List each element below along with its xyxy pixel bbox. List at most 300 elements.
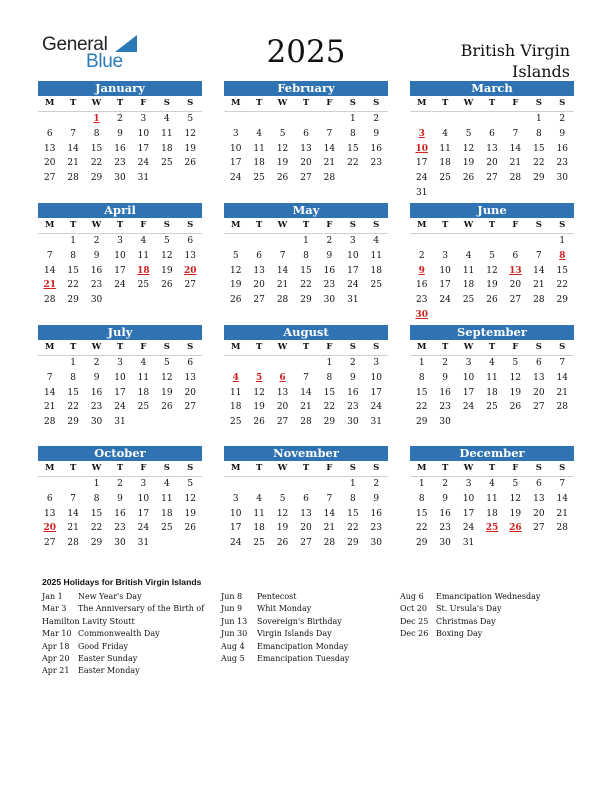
holiday-day-cell: 4 [232, 372, 239, 383]
day-cell: 13 [533, 493, 545, 504]
day-cell: 24 [415, 173, 428, 184]
day-cell: 23 [556, 158, 568, 169]
weekday-divider [224, 233, 388, 234]
weekday-label: F [140, 342, 147, 352]
day-cell: 11 [486, 372, 498, 383]
day-cell: 3 [140, 479, 147, 489]
day-cell: 23 [347, 402, 359, 413]
weekday-label: F [512, 463, 519, 473]
day-cell: 2 [93, 358, 100, 368]
day-cell: 22 [300, 280, 312, 291]
day-cell: 27 [300, 538, 312, 549]
day-cell: 21 [509, 158, 522, 169]
day-cell: 19 [184, 508, 196, 519]
weekday-label: F [140, 220, 147, 230]
day-cell: 14 [276, 265, 289, 276]
day-cell: 18 [161, 143, 173, 154]
day-cell: 28 [323, 173, 336, 184]
empty-day-cell [224, 112, 247, 127]
weekday-label: F [512, 342, 519, 352]
day-cell: 14 [323, 143, 336, 154]
day-cell: 5 [279, 493, 286, 504]
day-cell: 6 [303, 128, 309, 139]
holiday-item [221, 641, 349, 653]
weekday-label: S [187, 220, 194, 230]
day-cell: 3 [117, 358, 123, 368]
holiday-day-cell: 5 [256, 372, 263, 383]
holiday-name: Sovereign's Birthday [257, 616, 342, 626]
weekday-divider [224, 111, 388, 112]
day-cell: 30 [347, 417, 359, 428]
day-cell: 2 [117, 479, 123, 489]
day-cell: 17 [370, 387, 382, 398]
weekday-row [38, 340, 202, 355]
day-cell: 22 [556, 280, 568, 291]
day-cell: 22 [415, 523, 428, 534]
weekday-row [410, 218, 574, 233]
weekday-row [224, 96, 388, 111]
day-cell: 12 [184, 493, 196, 504]
month-header: March [410, 81, 574, 96]
weekday-row [410, 96, 574, 111]
empty-day-cell [318, 477, 341, 492]
day-cell: 19 [509, 387, 522, 398]
holiday-item [221, 653, 349, 665]
day-cell: 16 [347, 387, 359, 398]
holiday-date: Jan 1 [42, 592, 63, 601]
day-cell: 11 [161, 493, 173, 504]
weekday-label: M [417, 342, 427, 352]
day-cell: 23 [114, 158, 126, 169]
day-cell: 22 [67, 402, 79, 413]
holiday-date: Dec 26 [400, 629, 429, 639]
day-cell: 8 [303, 250, 309, 261]
day-cell: 1 [70, 358, 76, 368]
holiday-item [400, 616, 540, 628]
day-cell: 3 [349, 236, 356, 246]
day-cell: 13 [276, 387, 289, 398]
weekday-row [410, 340, 574, 355]
day-cell: 7 [279, 250, 286, 261]
month-header: February [224, 81, 388, 96]
day-cell: 11 [253, 508, 265, 519]
day-grid [224, 477, 388, 551]
day-cell: 5 [187, 114, 194, 124]
day-cell: 16 [415, 280, 428, 291]
day-cell: 22 [347, 523, 359, 534]
weekday-label: M [417, 220, 427, 230]
empty-day-cell [61, 112, 84, 127]
day-cell: 23 [415, 295, 428, 306]
day-cell: 28 [300, 417, 312, 428]
day-cell: 8 [70, 250, 76, 261]
empty-day-cell [247, 234, 270, 249]
day-cell: 9 [373, 128, 380, 139]
day-cell: 19 [253, 402, 265, 413]
holiday-day-cell: 8 [559, 250, 566, 261]
holiday-column [42, 591, 204, 678]
day-cell: 2 [117, 114, 123, 124]
day-grid [224, 234, 388, 308]
weekday-label: F [512, 220, 519, 230]
weekday-divider [38, 233, 202, 234]
calendar-year: 2025 [266, 34, 346, 70]
weekday-label: T [488, 342, 496, 352]
day-cell: 25 [462, 295, 475, 306]
day-cell: 23 [323, 280, 336, 291]
holiday-item [42, 653, 204, 665]
day-cell: 14 [533, 265, 545, 276]
month-header: July [38, 325, 202, 340]
holiday-item [42, 665, 204, 677]
month-july [38, 325, 202, 440]
weekday-label: F [512, 98, 519, 108]
day-cell: 26 [161, 402, 173, 413]
holiday-day-cell: 6 [279, 372, 286, 383]
empty-day-cell [271, 477, 294, 492]
day-cell: 28 [43, 295, 56, 306]
day-cell: 20 [43, 158, 56, 169]
empty-day-cell [224, 234, 247, 249]
holiday-name: Pentecost [257, 592, 297, 601]
day-cell: 11 [137, 250, 150, 261]
day-cell: 16 [370, 143, 382, 154]
weekday-label: W [91, 220, 102, 230]
day-cell: 29 [415, 417, 428, 428]
day-cell: 19 [161, 387, 173, 398]
empty-day-cell [38, 356, 61, 371]
day-cell: 6 [46, 493, 53, 504]
day-cell: 18 [161, 508, 173, 519]
day-cell: 17 [462, 508, 475, 519]
day-cell: 14 [67, 508, 79, 519]
holiday-day-cell: 13 [509, 265, 522, 276]
day-cell: 16 [439, 387, 451, 398]
weekday-row [224, 461, 388, 476]
day-cell: 13 [184, 250, 196, 261]
day-cell: 29 [67, 295, 79, 306]
day-cell: 2 [349, 358, 356, 368]
day-cell: 26 [184, 158, 196, 169]
day-cell: 15 [533, 143, 545, 154]
weekday-label: S [535, 342, 542, 352]
holiday-item [221, 628, 349, 640]
weekday-label: S [373, 342, 380, 352]
month-october [38, 446, 202, 561]
day-cell: 5 [512, 358, 519, 368]
day-cell: 25 [229, 417, 242, 428]
day-cell: 5 [512, 479, 519, 489]
day-cell: 3 [442, 250, 448, 261]
day-grid [38, 234, 202, 308]
day-cell: 4 [140, 358, 147, 368]
day-cell: 17 [462, 387, 475, 398]
day-cell: 8 [70, 372, 76, 383]
empty-day-cell [38, 477, 61, 492]
day-cell: 10 [347, 250, 359, 261]
day-cell: 11 [137, 372, 150, 383]
empty-day-cell [457, 234, 480, 249]
day-cell: 18 [486, 508, 498, 519]
month-header: August [224, 325, 388, 340]
day-cell: 20 [276, 402, 289, 413]
day-cell: 4 [442, 128, 448, 139]
holiday-name: St. Ursula's Day [436, 604, 502, 614]
day-cell: 8 [535, 128, 542, 139]
empty-day-cell [457, 112, 480, 127]
day-cell: 27 [276, 417, 289, 428]
day-cell: 25 [161, 158, 173, 169]
weekday-row [38, 461, 202, 476]
day-cell: 22 [90, 158, 103, 169]
holiday-date: Oct 20 [400, 604, 427, 614]
day-cell: 15 [67, 387, 79, 398]
day-cell: 26 [276, 173, 289, 184]
weekday-label: T [302, 342, 310, 352]
weekday-divider [410, 476, 574, 477]
day-cell: 9 [349, 372, 356, 383]
day-cell: 23 [370, 158, 382, 169]
day-grid [224, 356, 388, 430]
day-cell: 26 [486, 295, 498, 306]
holiday-item [221, 616, 349, 628]
holiday-name: New Year's Day [78, 592, 142, 601]
day-cell: 2 [326, 236, 333, 246]
day-cell: 22 [533, 158, 545, 169]
day-cell: 10 [137, 128, 150, 139]
holiday-day-cell: 30 [415, 309, 428, 320]
day-cell: 21 [67, 158, 79, 169]
day-cell: 11 [161, 128, 173, 139]
day-cell: 24 [370, 402, 382, 413]
weekday-label: T [116, 463, 124, 473]
day-cell: 15 [347, 143, 359, 154]
holiday-item [42, 591, 204, 603]
logo-text-general: General [42, 34, 108, 55]
day-cell: 13 [300, 508, 312, 519]
holiday-day-cell: 3 [418, 128, 425, 139]
holiday-column [221, 591, 349, 665]
weekday-label: T [302, 463, 310, 473]
day-cell: 5 [489, 250, 495, 261]
holiday-name: Good Friday [78, 641, 129, 651]
day-cell: 31 [114, 417, 126, 428]
weekday-label: S [349, 463, 356, 473]
day-cell: 17 [347, 265, 359, 276]
day-cell: 27 [43, 173, 56, 184]
day-cell: 31 [347, 295, 359, 306]
day-cell: 21 [556, 508, 568, 519]
weekday-label: W [463, 220, 474, 230]
day-cell: 4 [256, 493, 262, 504]
day-cell: 19 [161, 265, 173, 276]
day-cell: 25 [370, 280, 382, 291]
day-cell: 3 [373, 358, 380, 368]
day-cell: 7 [326, 128, 333, 139]
day-cell: 17 [229, 523, 242, 534]
weekday-label: T [116, 342, 124, 352]
weekday-label: S [349, 342, 356, 352]
day-cell: 13 [184, 372, 196, 383]
day-cell: 15 [415, 508, 428, 519]
day-cell: 20 [509, 280, 522, 291]
weekday-label: M [45, 463, 55, 473]
day-cell: 2 [93, 236, 100, 246]
weekday-label: T [441, 220, 449, 230]
weekday-label: T [488, 463, 496, 473]
day-cell: 19 [229, 280, 242, 291]
day-cell: 26 [462, 173, 475, 184]
day-cell: 15 [90, 508, 103, 519]
day-cell: 18 [137, 387, 150, 398]
day-cell: 8 [93, 493, 100, 504]
day-cell: 9 [559, 128, 566, 139]
day-cell: 21 [323, 523, 336, 534]
day-cell: 21 [276, 280, 289, 291]
day-cell: 30 [370, 538, 382, 549]
holiday-date: Apr 21 [42, 666, 70, 676]
country-name-line1: British Virgin [460, 41, 570, 60]
day-cell: 29 [323, 417, 336, 428]
empty-day-cell [480, 234, 503, 249]
weekday-label: S [163, 98, 170, 108]
day-cell: 11 [229, 387, 242, 398]
day-cell: 27 [184, 402, 196, 413]
day-cell: 30 [556, 173, 568, 184]
weekday-label: M [231, 98, 241, 108]
day-cell: 12 [486, 265, 498, 276]
weekday-label: T [69, 342, 77, 352]
weekday-label: F [326, 220, 333, 230]
day-cell: 18 [370, 265, 382, 276]
holiday-item [221, 591, 349, 603]
holiday-date: Jun 9 [221, 604, 243, 614]
holiday-name: Boxing Day [436, 629, 483, 639]
weekday-divider [38, 111, 202, 112]
day-cell: 10 [137, 493, 150, 504]
weekday-label: W [277, 342, 288, 352]
day-cell: 19 [462, 158, 475, 169]
day-cell: 16 [439, 508, 451, 519]
holiday-date: Jun 8 [221, 592, 243, 601]
day-cell: 30 [439, 417, 451, 428]
day-cell: 5 [163, 236, 170, 246]
empty-day-cell [247, 477, 270, 492]
weekday-label: T [255, 342, 263, 352]
day-cell: 30 [323, 295, 336, 306]
weekday-row [410, 461, 574, 476]
weekday-label: W [277, 98, 288, 108]
weekday-divider [38, 476, 202, 477]
day-cell: 1 [303, 236, 309, 246]
day-cell: 23 [439, 523, 451, 534]
holiday-item [400, 591, 540, 603]
day-cell: 10 [439, 265, 451, 276]
day-cell: 14 [323, 508, 336, 519]
day-cell: 4 [465, 250, 472, 261]
weekday-label: T [488, 98, 496, 108]
day-cell: 16 [90, 387, 103, 398]
day-cell: 4 [256, 128, 262, 139]
day-cell: 25 [439, 173, 451, 184]
holiday-item [42, 641, 204, 653]
weekday-label: W [277, 463, 288, 473]
weekday-label: W [463, 98, 474, 108]
day-cell: 1 [70, 236, 76, 246]
day-cell: 26 [253, 417, 265, 428]
day-cell: 6 [187, 236, 194, 246]
day-cell: 17 [439, 280, 451, 291]
day-cell: 14 [43, 387, 56, 398]
month-header: May [224, 203, 388, 218]
day-cell: 13 [486, 143, 498, 154]
day-cell: 2 [373, 479, 380, 489]
day-cell: 3 [465, 358, 472, 368]
day-cell: 12 [509, 493, 522, 504]
day-cell: 8 [93, 128, 100, 139]
holiday-item [42, 603, 204, 628]
day-cell: 6 [187, 358, 194, 368]
day-cell: 29 [67, 417, 79, 428]
empty-day-cell [504, 112, 527, 127]
month-november [224, 446, 388, 561]
day-cell: 12 [462, 143, 475, 154]
day-cell: 25 [161, 523, 173, 534]
day-cell: 15 [556, 265, 568, 276]
day-cell: 6 [512, 250, 519, 261]
weekday-label: F [140, 98, 147, 108]
day-cell: 17 [114, 265, 126, 276]
day-cell: 8 [349, 493, 356, 504]
day-cell: 15 [67, 265, 79, 276]
day-cell: 12 [161, 250, 173, 261]
month-header: September [410, 325, 574, 340]
day-cell: 18 [439, 158, 451, 169]
day-cell: 25 [253, 538, 265, 549]
day-cell: 27 [509, 295, 522, 306]
empty-day-cell [433, 112, 456, 127]
day-cell: 13 [253, 265, 265, 276]
weekday-label: S [559, 342, 566, 352]
weekday-label: F [326, 463, 333, 473]
day-cell: 10 [462, 372, 475, 383]
day-grid [410, 356, 574, 430]
month-april [38, 203, 202, 318]
weekday-label: S [163, 220, 170, 230]
weekday-label: M [231, 463, 241, 473]
day-cell: 24 [114, 280, 126, 291]
day-cell: 12 [184, 128, 196, 139]
weekday-label: T [488, 220, 496, 230]
day-cell: 18 [486, 387, 498, 398]
holiday-name: Commonwealth Day [78, 629, 160, 639]
day-cell: 2 [418, 250, 425, 261]
day-cell: 10 [462, 493, 475, 504]
day-cell: 17 [229, 158, 242, 169]
holiday-date: Aug 4 [221, 641, 245, 651]
day-cell: 14 [67, 143, 79, 154]
day-grid [410, 112, 574, 201]
weekday-label: T [441, 463, 449, 473]
day-cell: 25 [486, 402, 498, 413]
weekday-label: S [373, 463, 380, 473]
day-cell: 16 [114, 143, 126, 154]
day-cell: 19 [184, 143, 196, 154]
day-cell: 30 [439, 538, 451, 549]
day-cell: 7 [70, 493, 76, 504]
month-february [224, 81, 388, 196]
day-cell: 24 [137, 523, 150, 534]
